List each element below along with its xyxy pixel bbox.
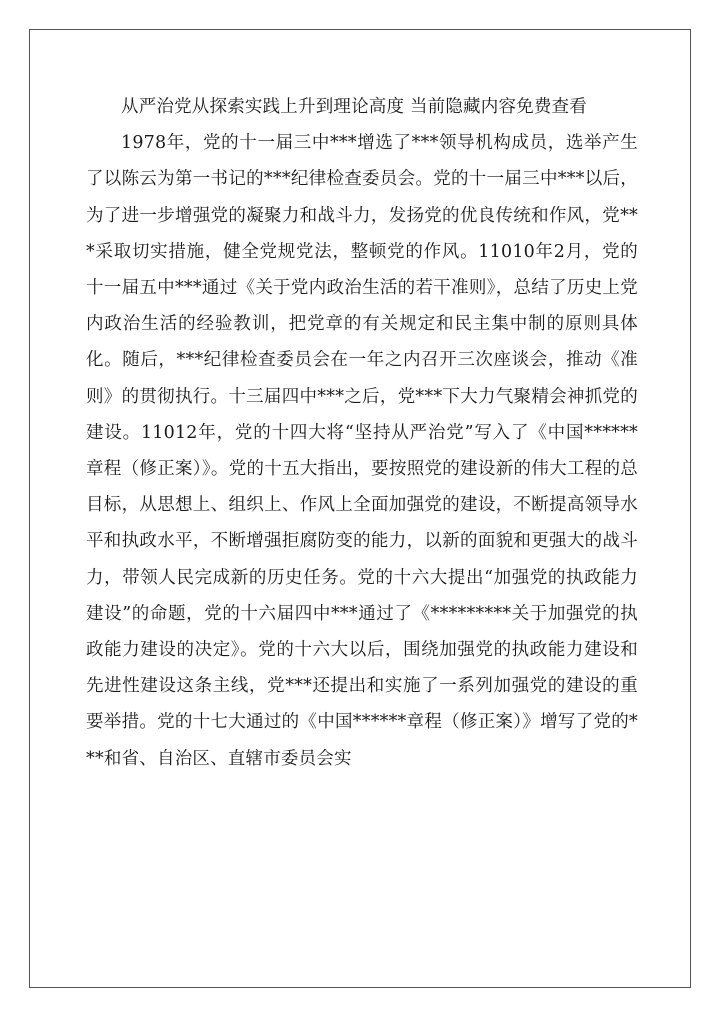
- document-paragraph: 1978年，党的十一届三中***增选了***领导机构成员，选举产生了以陈云为第一书记的***纪律检查委员会。党的十一届三中***以后，为了进一步增强党的凝聚力和战斗力，发扬党的优良传统和作风，党***采取切实措施，健全党规党法，整顿党的作风。11010年2月，党的十一届五中***通过《关于党内政治生活的若干准则》，总结了历史上党内政治生活的经验教训，把党章的有关规定和民主集中制的原则具体化。随后，***纪律检查委员会在一年之内召开三次座谈会，推动《准则》的贯彻执行。十三届四中***之后，党***下大力气聚精会神抓党的建设。11012年，党的十四大将“坚持从严治党”写入了《中国******章程（修正案）》。党的十五大指出，要按照党的建设新的伟大工程的总目标，从思想上、组织上、作风上全面加强党的建设，不断提高领导水平和执政水平，不断增强拒腐防变的能力，以新的面貌和更强大的战斗力，带领人民完成新的历史任务。党的十六大提出“加强党的执政能力建设”的命题，党的十六届四中***通过了《*********关于加强党的执政能力建设的决定》。党的十六大以后，围绕加强党的执政能力建设和先进性建设这条主线，党***还提出和实施了一系列加强党的建设的重要举措。党的十七大通过的《中国******章程（修正案）》增写了党的***和省、自治区、直辖市委员会实: [86, 133, 638, 769]
- document-body: [86, 89, 638, 777]
- document-title: 从严治党从探索实践上升到理论高度 当前隐藏内容免费查看: [121, 97, 587, 117]
